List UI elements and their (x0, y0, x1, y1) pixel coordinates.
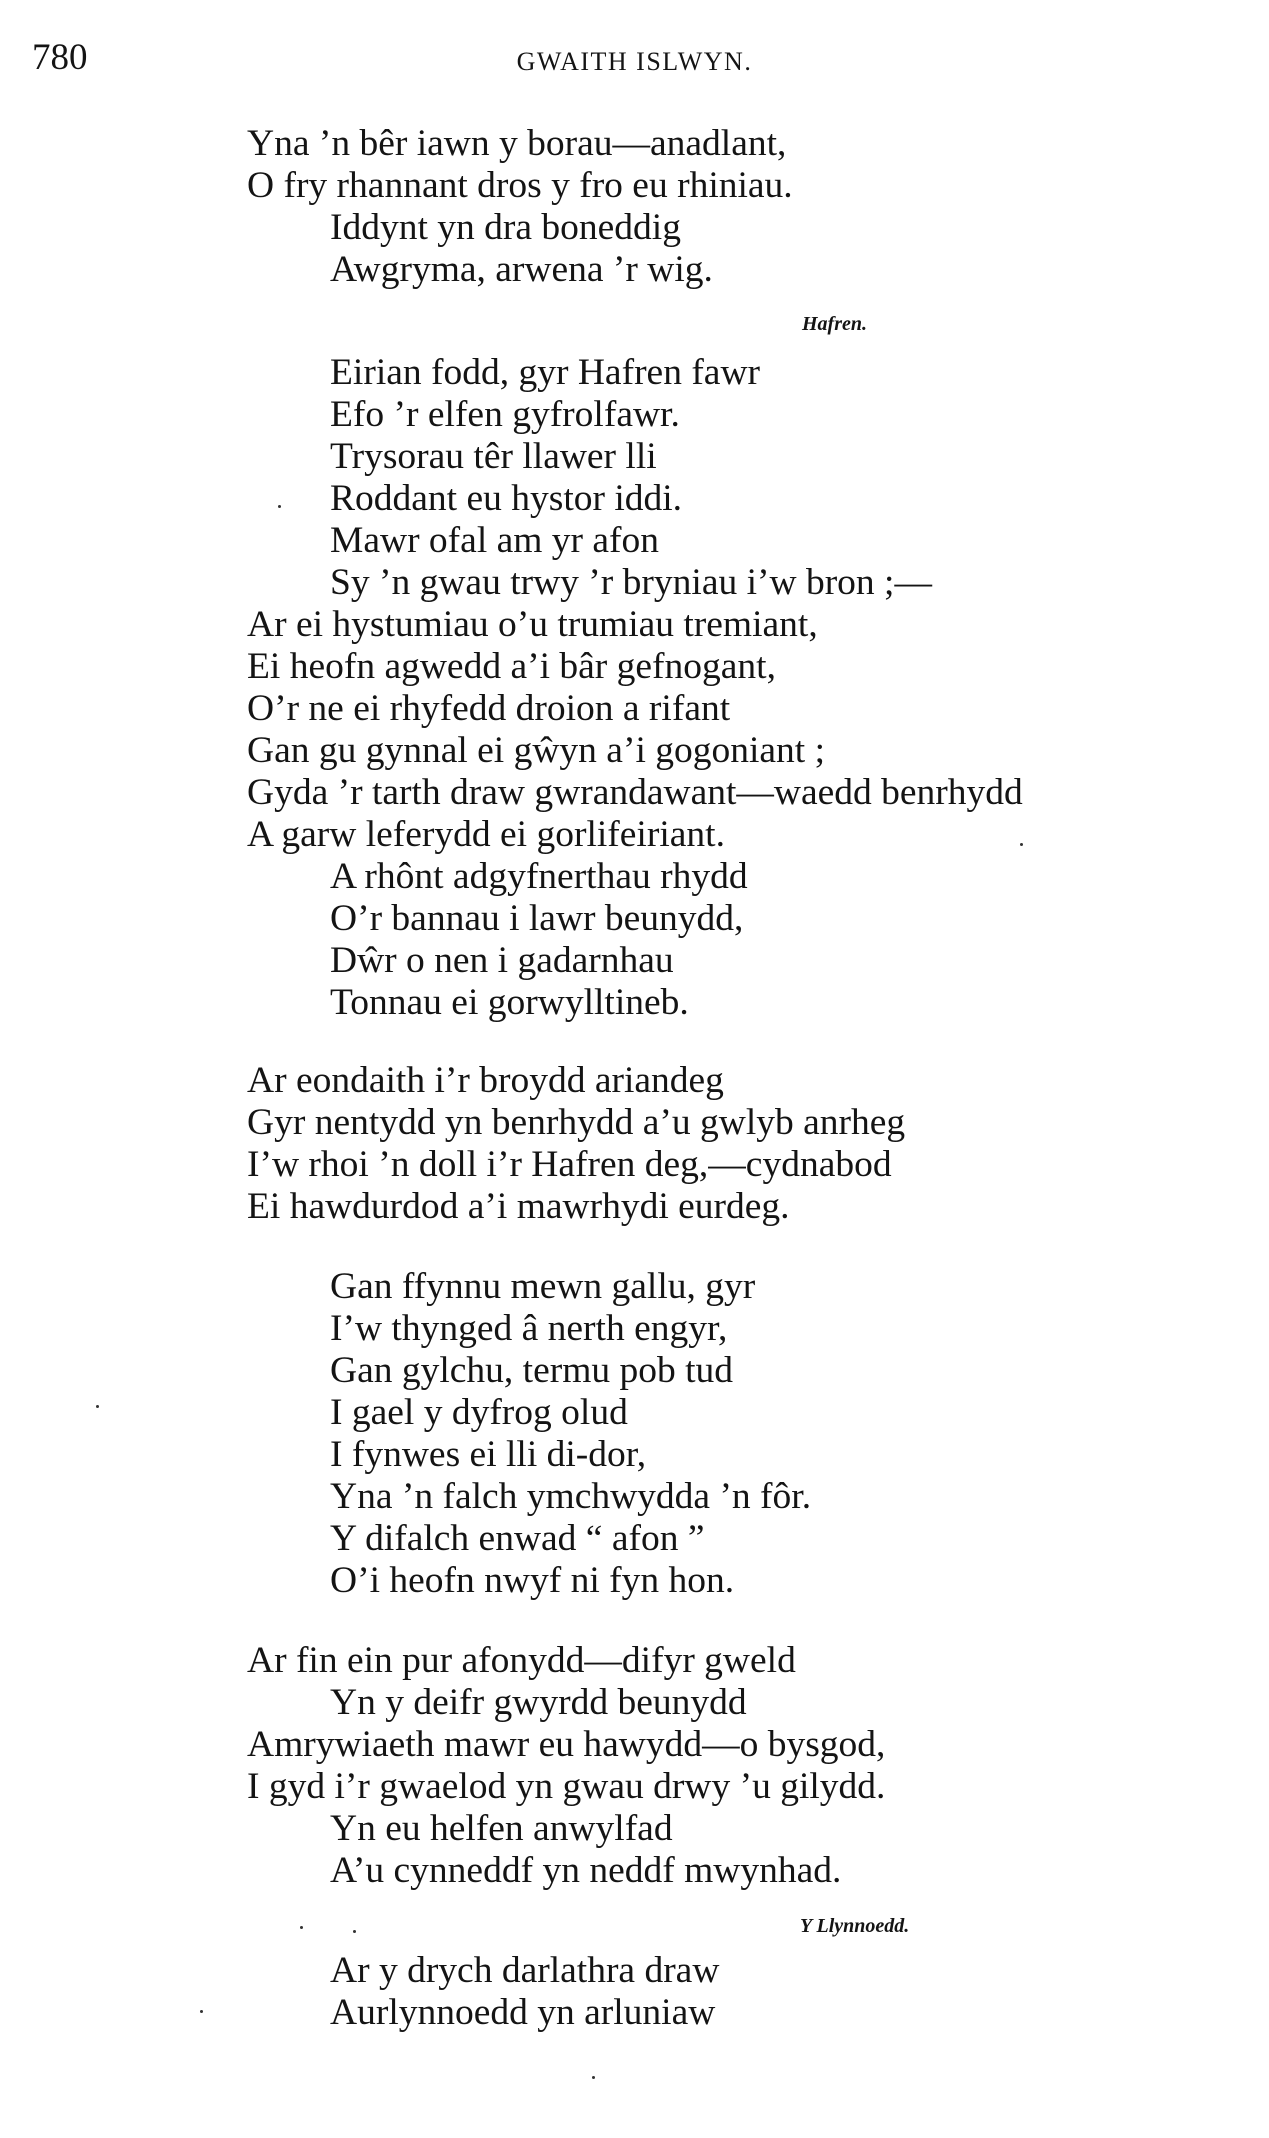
scan-speck (200, 2010, 203, 2013)
poem-line: Yna ’n bêr iawn y borau—anadlant, (247, 123, 787, 164)
poem-line: Gyda ’r tarth draw gwrandawant—waedd benrhydd (247, 772, 1023, 813)
poem-line: O’i heofn nwyf ni fyn hon. (330, 1560, 735, 1601)
scan-speck (1020, 843, 1023, 846)
scan-speck (592, 2076, 595, 2079)
poem-line: I gyd i’r gwaelod yn gwau drwy ’u gilydd. (247, 1766, 886, 1807)
scan-speck (300, 1926, 303, 1929)
poem-line: Ei hawdurdod a’i mawrhydi eurdeg. (247, 1186, 790, 1227)
poem-line: O fry rhannant dros y fro eu rhiniau. (247, 165, 793, 206)
poem-line: Roddant eu hystor iddi. (330, 478, 683, 519)
scan-speck (353, 1930, 356, 1933)
poem-line: Amrywiaeth mawr eu hawydd—o bysgod, (247, 1724, 886, 1765)
poem-line: Y difalch enwad “ afon ” (330, 1518, 705, 1559)
poem-line: Yn eu helfen anwylfad (330, 1808, 673, 1849)
poem-line: Trysorau têr llawer lli (330, 436, 657, 477)
poem-line: O’r bannau i lawr beunydd, (330, 898, 744, 939)
poem-line: O’r ne ei rhyfedd droion a rifant (247, 688, 731, 729)
poem-line: Ei heofn agwedd a’i bâr gefnogant, (247, 646, 776, 687)
section-title: Hafren. (802, 313, 867, 335)
poem-line: Tonnau ei gorwylltineb. (330, 982, 689, 1023)
poem-line: Gan gu gynnal ei gŵyn a’i gogoniant ; (247, 730, 826, 771)
poem-line: Mawr ofal am yr afon (330, 520, 660, 561)
running-head: GWAITH ISLWYN. (516, 47, 753, 76)
scan-speck (96, 1405, 99, 1408)
poem-line: Aurlynnoedd yn arluniaw (330, 1992, 716, 2033)
poem-line: Dŵr o nen i gadarnhau (330, 940, 674, 981)
poem-line: Gan ffynnu mewn gallu, gyr (330, 1266, 756, 1307)
poem-line: Yn y deifr gwyrdd beunydd (330, 1682, 747, 1723)
poem-line: Sy ’n gwau trwy ’r bryniau i’w bron ;— (330, 562, 932, 603)
poem-line: Gan gylchu, termu pob tud (330, 1350, 734, 1391)
poem-line: A garw leferydd ei gorlifeiriant. (247, 814, 725, 855)
section-title: Y Llynnoedd. (800, 1915, 910, 1937)
poem-line: Ar y drych darlathra draw (330, 1950, 720, 1991)
poem-line: Ar eondaith i’r broydd ariandeg (247, 1060, 724, 1101)
poem-line: A rhônt adgyfnerthau rhydd (330, 856, 748, 897)
poem-line: Iddynt yn dra boneddig (330, 207, 681, 248)
poem-line: Eirian fodd, gyr Hafren fawr (330, 352, 761, 393)
poem-line: I’w thynged â nerth engyr, (330, 1308, 728, 1349)
poem-line: Ar ei hystumiau o’u trumiau tremiant, (247, 604, 818, 645)
scan-speck (278, 505, 281, 508)
poem-line: Efo ’r elfen gyfrolfawr. (330, 394, 680, 435)
poem-line: Awgryma, arwena ’r wig. (330, 249, 713, 290)
poem-line: A’u cynneddf yn neddf mwynhad. (330, 1850, 842, 1891)
poem-line: I’w rhoi ’n doll i’r Hafren deg,—cydnabod (247, 1144, 892, 1185)
poem-line: Ar fin ein pur afonydd—difyr gweld (247, 1640, 796, 1681)
poem-line: Gyr nentydd yn benrhydd a’u gwlyb anrheg (247, 1102, 906, 1143)
poem-line: I gael y dyfrog olud (330, 1392, 628, 1433)
poem-line: Yna ’n falch ymchwydda ’n fôr. (330, 1476, 812, 1517)
page-number: 780 (32, 37, 88, 78)
poem-line: I fynwes ei lli di-dor, (330, 1434, 647, 1475)
